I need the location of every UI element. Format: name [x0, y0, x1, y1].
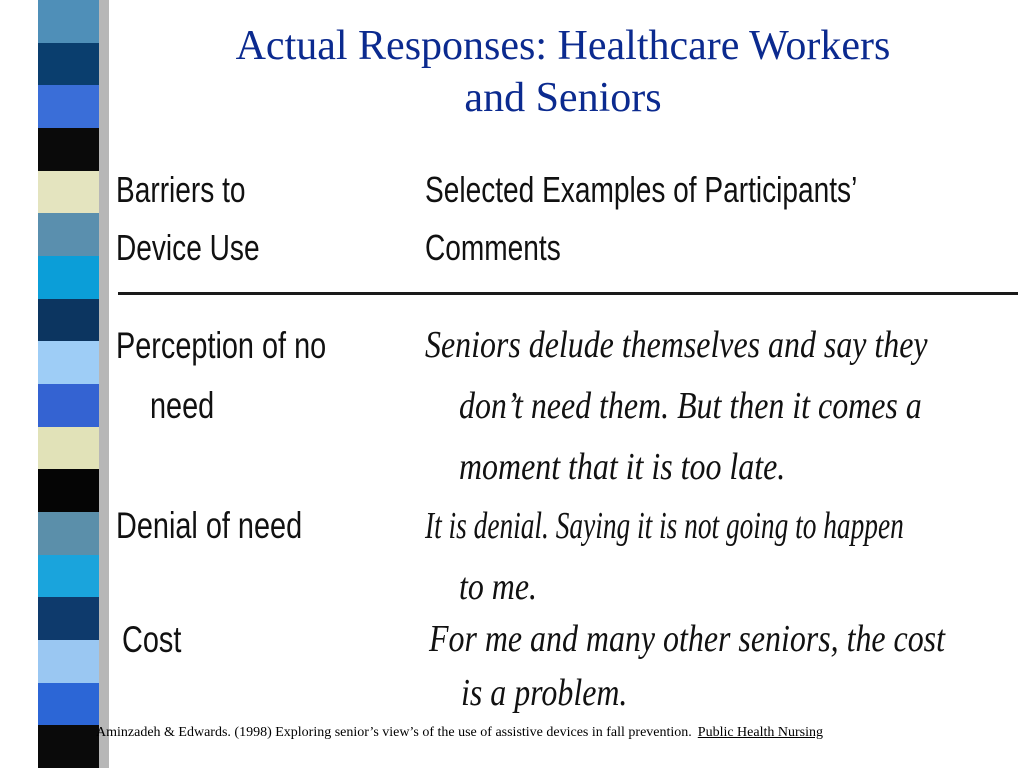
stripe-band: [38, 128, 99, 171]
citation-text: Aminzadeh & Edwards. (1998) Exploring senior’s view’s of the use of assistive devices in fall prevention.: [96, 725, 692, 740]
stripe-band: [38, 0, 99, 43]
header-barriers-line-2: Device Use: [116, 227, 260, 268]
comment-cost-line-2: is a problem.: [461, 672, 628, 714]
stripe-band: [38, 85, 99, 128]
stripe-band: [38, 555, 99, 598]
stripe-band: [38, 341, 99, 384]
comment-denial-line-1: It is denial. Saying it is not going to happen: [425, 505, 904, 547]
stripe-band: [38, 213, 99, 256]
barrier-cost: Cost: [122, 619, 182, 660]
header-comments-line-2: Comments: [425, 227, 561, 268]
header-divider: [118, 292, 1018, 295]
title-line-1: Actual Responses: Healthcare Workers: [235, 23, 891, 69]
stripe-band: [38, 597, 99, 640]
comment-perception-line-2: don’t need them. But then it comes a: [459, 385, 922, 427]
comment-perception-line-3: moment that it is too late.: [459, 446, 786, 488]
stripe-band: [38, 384, 99, 427]
comment-denial-line-2: to me.: [459, 566, 538, 608]
decorative-color-stripe: [38, 0, 99, 768]
barrier-denial: Denial of need: [116, 505, 303, 546]
stripe-band: [38, 469, 99, 512]
stripe-band: [38, 512, 99, 555]
barriers-table: [112, 160, 1018, 720]
stripe-band: [38, 683, 99, 726]
barrier-perception-line-2: need: [150, 385, 215, 426]
stripe-band: [38, 171, 99, 214]
stripe-band: [38, 43, 99, 86]
stripe-band: [38, 427, 99, 470]
barrier-perception-line-1: Perception of no: [116, 325, 327, 366]
header-comments-line-1: Selected Examples of Participants’: [425, 169, 858, 210]
stripe-band: [38, 256, 99, 299]
citation-journal-link[interactable]: Public Health Nursing: [697, 725, 823, 740]
stripe-band: [38, 299, 99, 342]
stripe-band: [38, 640, 99, 683]
stripe-band: [38, 725, 99, 768]
header-barriers-line-1: Barriers to: [116, 169, 246, 210]
title-line-2: and Seniors: [464, 75, 662, 121]
slide-title: [112, 20, 1014, 124]
citation: [96, 724, 1016, 742]
comment-perception-line-1: Seniors delude themselves and say they: [425, 324, 928, 366]
comment-cost-line-1: For me and many other seniors, the cost: [429, 618, 945, 660]
stripe-shadow: [99, 0, 109, 768]
